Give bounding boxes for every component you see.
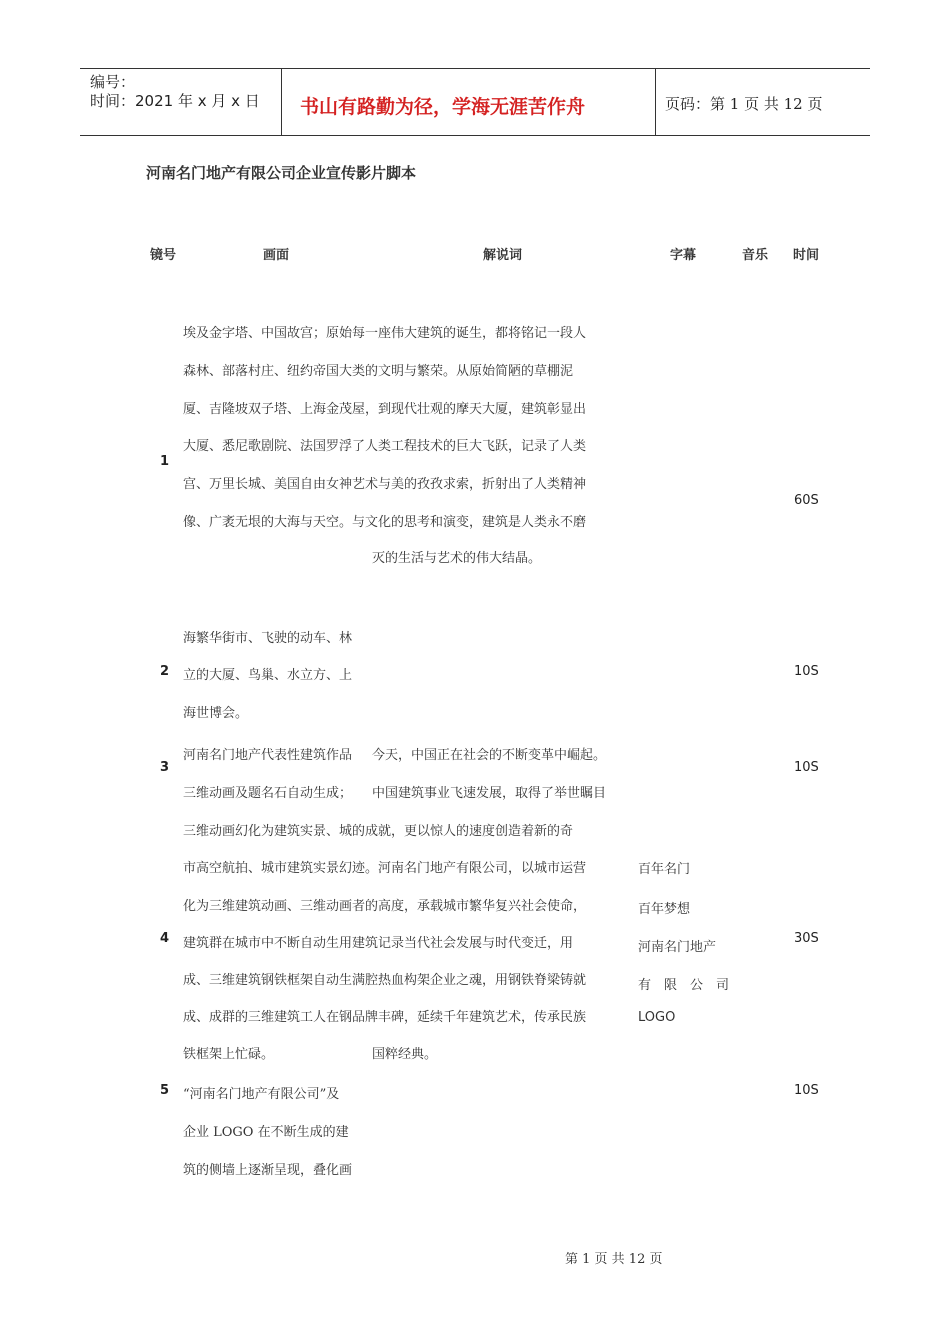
column-header-shot: 镜号 — [150, 248, 177, 263]
script-line: 灭的生活与艺术的伟大结晶。 — [372, 551, 542, 566]
script-line: 铁框架上忙碌。 — [183, 1047, 275, 1062]
shot-duration: 30S — [794, 931, 819, 946]
script-line: 像、广袤无垠的大海与天空。与文化的思考和演变，建筑是人类永不磨 — [183, 515, 587, 530]
script-line: 宫、万里长城、美国自由女神艺术与美的孜孜求索，折射出了人类精神 — [183, 477, 587, 492]
script-line: 国粹经典。 — [372, 1047, 438, 1062]
column-header-music: 音乐 — [742, 248, 769, 263]
shot-duration: 10S — [794, 1083, 819, 1098]
shot-duration: 10S — [794, 664, 819, 679]
date-label: 时间：2021 年 x 月 x 日 — [90, 92, 260, 110]
script-line: 成、成群的三维建筑工人在钢品牌丰碑，延续千年建筑艺术，传承民族 — [183, 1010, 587, 1025]
shot-number: 5 — [160, 1083, 170, 1098]
script-line: “河南名门地产有限公司”及 — [183, 1087, 340, 1102]
script-line: 市高空航拍、城市建筑实景幻迹。河南名门地产有限公司，以城市运营 — [183, 861, 587, 876]
subtitle-text: LOGO — [638, 1010, 676, 1025]
column-header-time: 时间 — [793, 248, 820, 263]
script-line: 厦、吉隆坡双子塔、上海金茂屋，到现代壮观的摩天大厦，建筑彰显出 — [183, 402, 587, 417]
script-line: 筑的侧墙上逐渐呈现，叠化画 — [183, 1163, 353, 1178]
column-header-narration: 解说词 — [483, 248, 523, 263]
shot-number: 1 — [160, 454, 170, 469]
script-line: 大厦、悉尼歌剧院、法国罗浮了人类工程技术的巨大飞跃，记录了人类 — [183, 439, 587, 454]
page-info: 页码：第 1 页 共 12 页 — [665, 95, 823, 113]
document-title: 河南名门地产有限公司企业宣传影片脚本 — [146, 164, 417, 182]
scene-text: 河南名门地产代表性建筑作品 — [183, 748, 353, 763]
script-line: 立的大厦、鸟巢、水立方、上 — [183, 668, 353, 683]
script-line: 企业 LOGO 在不断生成的建 — [183, 1125, 349, 1140]
header-motto: 书山有路勤为径，学海无涯苦作舟 — [300, 96, 586, 118]
script-line: 中国建筑事业飞速发展，取得了举世瞩目 — [372, 786, 607, 801]
subtitle-text: 有 限 公 司 — [638, 978, 730, 993]
script-line: 三维动画幻化为建筑实景、城的成就，更以惊人的速度创造着新的奇 — [183, 824, 574, 839]
shot-number: 3 — [160, 760, 170, 775]
script-line: 成、三维建筑钢铁框架自动生满腔热血构架企业之魂，用钢铁脊梁铸就 — [183, 973, 587, 988]
header-bottom-rule — [80, 135, 870, 136]
script-line: 海繁华街市、飞驶的动车、林 — [183, 631, 353, 646]
header-divider-right — [655, 68, 656, 136]
subtitle-text: 河南名门地产 — [638, 940, 717, 955]
script-line: 埃及金字塔、中国故宫；原始每一座伟大建筑的诞生，都将铭记一段人 — [183, 326, 587, 341]
narration-text: 今天，中国正在社会的不断变革中崛起。 — [372, 748, 607, 763]
column-header-subtitle: 字幕 — [670, 248, 697, 263]
shot-number: 2 — [160, 664, 170, 679]
script-line: 化为三维建筑动画、三维动画者的高度，承载城市繁华复兴社会使命， — [183, 899, 587, 914]
header-divider-left — [281, 68, 282, 136]
column-header-scene: 画面 — [263, 248, 290, 263]
script-line: 海世博会。 — [183, 706, 249, 721]
subtitle-text: 百年梦想 — [638, 902, 691, 917]
shot-duration: 60S — [794, 493, 819, 508]
script-line: 建筑群在城市中不断自动生用建筑记录当代社会发展与时代变迁，用 — [183, 936, 574, 951]
serial-label: 编号： — [90, 73, 136, 91]
page-footer: 第 1 页 共 12 页 — [565, 1252, 663, 1267]
shot-duration: 10S — [794, 760, 819, 775]
script-line: 三维动画及题名石自动生成； — [183, 786, 353, 801]
subtitle-text: 百年名门 — [638, 862, 691, 877]
header-top-rule — [80, 68, 870, 69]
script-line: 森林、部落村庄、纽约帝国大类的文明与繁荣。从原始简陋的草棚泥 — [183, 364, 574, 379]
shot-number: 4 — [160, 931, 170, 946]
